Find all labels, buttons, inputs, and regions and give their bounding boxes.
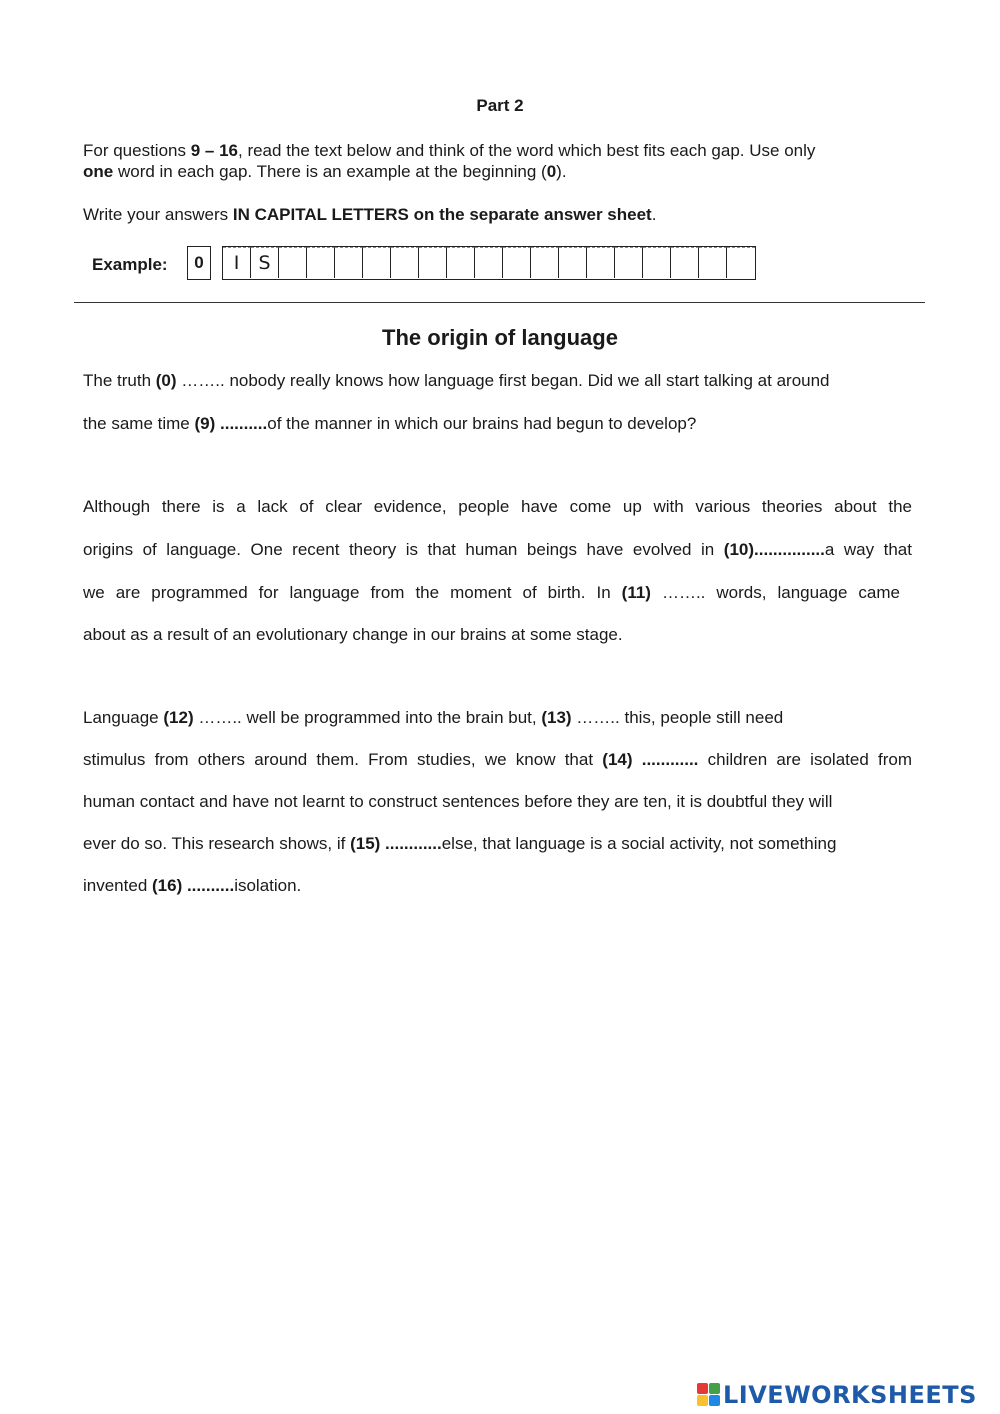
example-letter-box <box>559 247 587 278</box>
example-number-box: 0 <box>187 246 211 280</box>
example-letter-box <box>475 247 503 278</box>
example-letter-box <box>615 247 643 278</box>
example-letter-box <box>335 247 363 278</box>
gap-0: (0) <box>155 371 177 390</box>
story-title: The origin of language <box>382 325 618 350</box>
logo-text: LIVEWORKSHEETS <box>723 1381 977 1409</box>
write-answers-instruction: Write your answers IN CAPITAL LETTERS on the separate answer sheet. <box>83 205 657 224</box>
gap-12: (12) <box>163 708 194 727</box>
text-line: human contact and have not learnt to construct sentences before they are ten, it is doubtful they will <box>83 792 833 811</box>
text-line: ever do so. This research shows, if (15) ............else, that language is a social activity, not something <box>83 834 837 853</box>
gap-10: (10)............... <box>723 540 825 559</box>
liveworksheets-logo <box>697 1380 977 1410</box>
gap-11: (11) <box>621 583 651 602</box>
logo-blocks-icon <box>697 1383 721 1407</box>
text-line: Language (12) …….. well be programmed into the brain but, (13) …….. this, people still need <box>83 708 784 727</box>
example-letter-box: I <box>223 247 251 278</box>
example-letter-box: S <box>251 247 279 278</box>
gap-13: (13) <box>541 708 572 727</box>
example-letter-box <box>363 247 391 278</box>
example-letter-box <box>699 247 727 278</box>
part-title: Part 2 <box>476 96 524 115</box>
example-answer-boxes <box>222 246 756 280</box>
example-letter-box <box>503 247 531 278</box>
text-line: we are programmed for language from the moment of birth. In (11) …….. words, language came <box>83 583 900 602</box>
divider-line <box>74 302 925 303</box>
gap-16: (16) .......... <box>152 876 235 895</box>
example-letter-box <box>727 247 755 278</box>
instructions-paragraph: For questions 9 – 16, read the text below and think of the word which best fits each gap. Use only one word in each gap. There is an example at the beginning (0). <box>83 141 816 181</box>
example-letter-box <box>643 247 671 278</box>
text-line: the same time (9) ..........of the manner in which our brains had begun to develop? <box>83 414 697 433</box>
example-label: Example: <box>92 255 168 274</box>
text-line: Although there is a lack of clear evidence, people have come up with various theories about the <box>83 497 912 516</box>
example-letter-box <box>587 247 615 278</box>
text-line: about as a result of an evolutionary change in our brains at some stage. <box>83 625 623 644</box>
text-line: invented (16) ..........isolation. <box>83 876 302 895</box>
example-letter-box <box>671 247 699 278</box>
gap-9: (9) .......... <box>194 414 268 433</box>
gap-14: (14) ............ <box>602 750 699 769</box>
example-letter-box <box>531 247 559 278</box>
text-line: origins of language. One recent theory is that human beings have evolved in (10)...............a way that <box>83 540 912 559</box>
gap-15: (15) ............ <box>350 834 442 853</box>
text-line: The truth (0) …….. nobody really knows how language first began. Did we all start talking at around <box>83 371 830 390</box>
example-letter-box <box>419 247 447 278</box>
example-letter-box <box>279 247 307 278</box>
example-row <box>92 246 792 282</box>
example-letter-box <box>307 247 335 278</box>
text-line: stimulus from others around them. From studies, we know that (14) ............ children are isolated from <box>83 750 913 769</box>
example-letter-box <box>447 247 475 278</box>
example-letter-box <box>391 247 419 278</box>
